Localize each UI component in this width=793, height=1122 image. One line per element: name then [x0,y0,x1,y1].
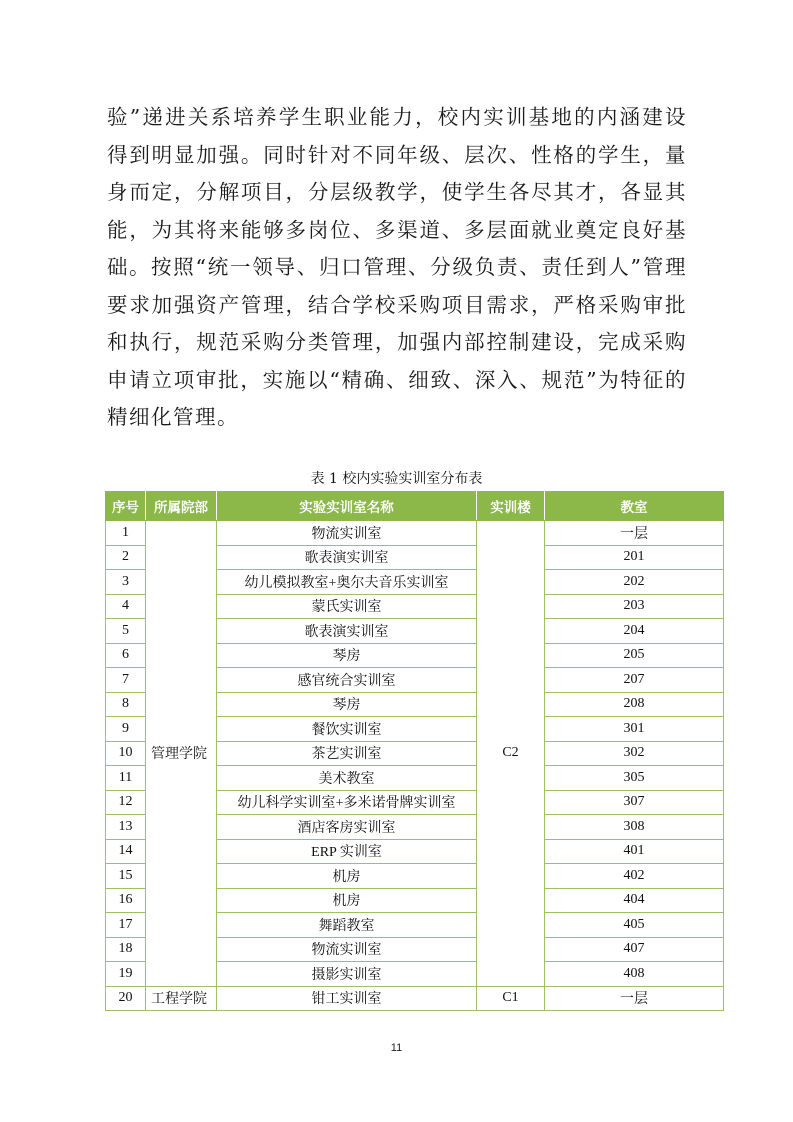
row-index: 4 [106,594,146,619]
row-index: 20 [106,986,146,1011]
lab-name-cell: 机房 [217,864,477,889]
room-cell: 一层 [545,521,724,546]
row-index: 2 [106,545,146,570]
room-cell: 208 [545,692,724,717]
row-index: 14 [106,839,146,864]
lab-name-cell: 蒙氏实训室 [217,594,477,619]
page-number: 11 [390,1042,403,1054]
room-cell: 301 [545,717,724,742]
lab-name-cell: 物流实训室 [217,937,477,962]
row-index: 18 [106,937,146,962]
lab-distribution-table [105,491,724,1011]
row-index: 13 [106,815,146,840]
body-paragraph-1: 验”递进关系培养学生职业能力，校内实训基地的内涵建设得到明显加强。同时针对不同年级、层次、性格的学生，量身而定，分解项目，分层级教学，使学生各尽其才，各显其能，为其将来能够多岗位、多渠道、多层面就业奠定良好基础。 [107,105,687,279]
row-index: 19 [106,962,146,987]
department-cell: 管理学院 [146,521,217,987]
header-building: 实训楼 [477,492,545,521]
row-index: 6 [106,643,146,668]
lab-name-cell: 舞蹈教室 [217,913,477,938]
row-index: 11 [106,766,146,791]
room-cell: 201 [545,545,724,570]
header-index: 序号 [106,492,146,521]
room-cell: 205 [545,643,724,668]
table-row [106,986,724,1011]
row-index: 8 [106,692,146,717]
room-cell: 407 [545,937,724,962]
room-cell: 305 [545,766,724,791]
lab-name-cell: ERP 实训室 [217,839,477,864]
room-cell: 404 [545,888,724,913]
lab-name-cell: 幼儿科学实训室+多米诺骨牌实训室 [217,790,477,815]
lab-name-cell: 机房 [217,888,477,913]
room-cell: 202 [545,570,724,595]
lab-name-cell: 餐饮实训室 [217,717,477,742]
lab-name-cell: 歌表演实训室 [217,545,477,570]
department-cell: 工程学院 [146,986,217,1011]
header-lab-name: 实验实训室名称 [217,492,477,521]
header-department: 所属院部 [146,492,217,521]
lab-name-cell: 琴房 [217,692,477,717]
room-cell: 307 [545,790,724,815]
building-cell: C1 [477,986,545,1011]
row-index: 10 [106,741,146,766]
row-index: 12 [106,790,146,815]
table-body [106,521,724,1011]
lab-name-cell: 感官统合实训室 [217,668,477,693]
lab-name-cell: 茶艺实训室 [217,741,477,766]
building-cell: C2 [477,521,545,987]
room-cell: 203 [545,594,724,619]
row-index: 3 [106,570,146,595]
row-index: 9 [106,717,146,742]
table-header-row [106,492,724,521]
lab-name-cell: 酒店客房实训室 [217,815,477,840]
lab-name-cell: 歌表演实训室 [217,619,477,644]
row-index: 16 [106,888,146,913]
row-index: 7 [106,668,146,693]
room-cell: 402 [545,864,724,889]
table-caption: 表 1 校内实验实训室分布表 [310,471,483,487]
table-row [106,521,724,546]
row-index: 5 [106,619,146,644]
room-cell: 401 [545,839,724,864]
room-cell: 一层 [545,986,724,1011]
room-cell: 302 [545,741,724,766]
row-index: 15 [106,864,146,889]
lab-name-cell: 钳工实训室 [217,986,477,1011]
room-cell: 405 [545,913,724,938]
lab-name-cell: 琴房 [217,643,477,668]
lab-name-cell: 摄影实训室 [217,962,477,987]
body-paragraph-2: 按照“统一领导、归口管理、分级负责、责任到人”管理要求加强资产管理，结合学校采购项目需求，严格采购审批和执行，规范采购分类管理，加强内部控制建设，完成采购申请立项审批，实施以“精确、细致、深入、规范”为特征的精细化管理。 [107,255,687,429]
room-cell: 308 [545,815,724,840]
row-index: 1 [106,521,146,546]
room-cell: 207 [545,668,724,693]
header-room: 教室 [545,492,724,521]
room-cell: 204 [545,619,724,644]
room-cell: 408 [545,962,724,987]
lab-name-cell: 美术教室 [217,766,477,791]
lab-name-cell: 幼儿模拟教室+奥尔夫音乐实训室 [217,570,477,595]
row-index: 17 [106,913,146,938]
lab-name-cell: 物流实训室 [217,521,477,546]
